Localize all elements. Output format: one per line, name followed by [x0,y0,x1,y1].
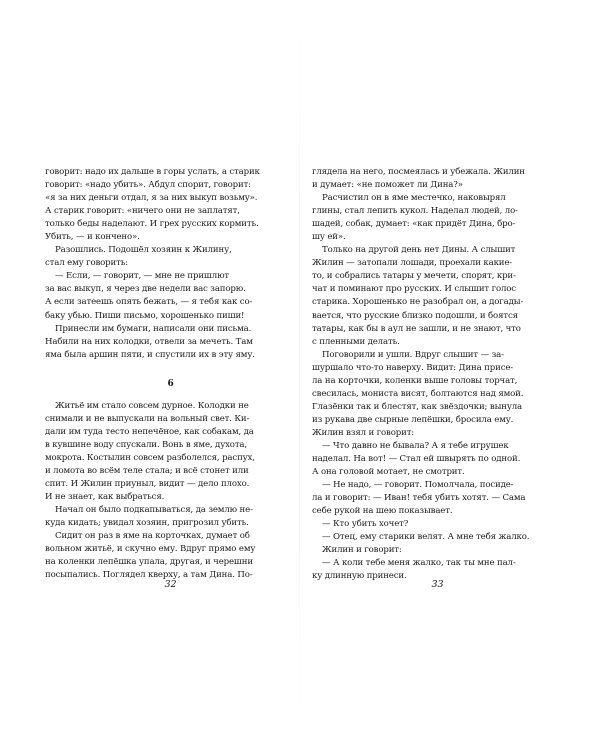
text-line: снимали и не выпускали на вольный свет. Ки- [45,413,250,424]
text-line: то, и собрались татары у мечети, спорят, кри- [312,271,516,282]
book-gutter [299,0,300,750]
right-page [312,166,563,592]
text-line: Только на другой день нет Дины. А слышит [322,245,516,256]
text-line: говорит: «надо убить». Абдул спорит, говорит: [45,180,251,191]
text-line: Поговорили и ушли. Вдруг слышит — за- [322,349,504,360]
text-line: А она головой мотает, не смотрит. [312,467,465,478]
text-line: — Что давно не бывала? А я тебе игрушек [322,440,509,451]
page-number-right: 33 [431,579,444,590]
text-line: ку длинную принеси. [312,571,407,582]
text-line: свесилась, мониста висят, болтаются над ямой. [312,388,524,399]
text-line: Набили на них колодки, отвели за мечеть. Там [45,336,253,347]
text-line: на коленки лепёшка упала, другая, и черешни [45,557,253,568]
text-line: Глазёнки так и блестят, как звёздочки; вынула [312,401,523,412]
text-line: Жилин — затопали лошади, проехали какие- [312,258,513,269]
text-line: глядела на него, посмеялась и убежала. Жилин [312,167,525,177]
text-line: Расчистил он в яме местечко, наковырял [322,193,506,204]
left-page-text-top [45,166,296,362]
text-line: Принесли им бумаги, написали они письма. [55,323,252,334]
text-line: говорит: надо их дальше в горы услать, а старик [45,167,260,177]
text-line: старика. Хорошенько не разобрал он, а догады- [312,297,524,308]
text-line: посыпались. Поглядел кверху, а там Дина. По- [45,570,253,581]
text-line: Начал он было подкапываться, да землю не- [55,505,253,516]
text-line: Житьё им стало совсем дурное. Колодки не [55,400,249,411]
text-line: мокрота. Костылин совсем разболелся, распух, [45,452,255,463]
text-line: и ломота во всём теле стала; и всё стонет или [45,465,249,476]
text-line: Сидит он раз в яме на корточках, думает об [55,531,250,542]
text-line: шуршало что-то наверху. Видит: Дина присе- [312,362,514,373]
text-line: баку убью. Пиши письмо, хорошенько пиши! [45,310,245,321]
text-line: и думает: «не поможет ли Дина?» [312,180,463,191]
text-line: — Если, — говорит, — мне не пришлют [55,271,230,282]
text-line: наделал. На вот! — Стал ей швырять по одной. [312,454,521,465]
right-page-text [312,166,563,584]
text-line: Разошлись. Подошёл хозяин к Жилину, [55,245,232,256]
text-line: ла и говорит: — Иван! тебя убить хотят. — Сама [312,493,526,504]
text-line: глины, стал лепить кукол. Наделал людей, ло- [312,206,518,217]
text-line: — А коли тебе меня жалко, так ты мне пал- [322,558,516,569]
text-line: — Не надо, — говорит. Помолчала, посиде- [322,480,514,491]
chapter-heading: 6 [167,378,174,389]
text-line: дали им туда тесто непечёное, как собакам, да [45,426,254,437]
page-number-left: 32 [164,579,177,590]
text-line: А старик говорит: «ничего они не заплатят, [45,206,240,217]
text-line: шу ей». [312,232,346,243]
text-line: из рукава две сырные лепёшки, бросила ему. [312,414,514,425]
text-line: Жилин взял и говорит: [312,427,415,438]
text-line: «я за них деньги отдал, я за них выкуп возьму». [45,193,258,204]
text-line: с пленными делать. [312,336,400,347]
text-line: вольном житьё, и скучно ему. Вдруг прямо ему [45,544,256,555]
text-line: — Отец, ему старики велят. А мне тебя жалко. [322,532,530,543]
text-line: вается, что русские близко подошли, и боятся [312,310,518,321]
text-line: в кувшине воду спускали. Вонь в яме, духота, [45,439,247,450]
text-line: А если затеешь опять бежать, — я тебя как со- [45,297,253,308]
text-line: татары, как бы в аул не зашли, и не знают, что [312,323,521,334]
text-line: стал ему говорить: [45,258,128,269]
text-line: чат и поминают про русских. И слышит голос [312,284,516,295]
text-line: Жилин и говорит: [322,545,402,556]
left-page [45,166,296,592]
text-line: только беды наделают. И грех русских кормить. [45,219,259,230]
text-line: ла на корточки, коленки выше головы торчат, [312,375,518,386]
text-line: И не знает, как выбраться. [45,492,165,503]
text-line: шадей, собак, думает: «как придёт Дина, бро- [312,219,516,230]
text-line: спит. И Жилин приуныл, видит — дело плохо. [45,478,250,489]
left-page-text-bottom [45,400,296,583]
text-line: за вас выкуп, я через две недели вас запорю. [45,284,246,295]
text-line: яма была аршин пяти, и спустили их в эту яму. [45,349,255,360]
text-line: себе рукой на шею показывает. [312,506,453,517]
text-line: Убить, — и кончено». [45,232,140,243]
text-line: куда кидать; увидал хозяин, пригрозил убить. [45,518,249,529]
text-line: — Кто убить хочет? [322,519,409,530]
